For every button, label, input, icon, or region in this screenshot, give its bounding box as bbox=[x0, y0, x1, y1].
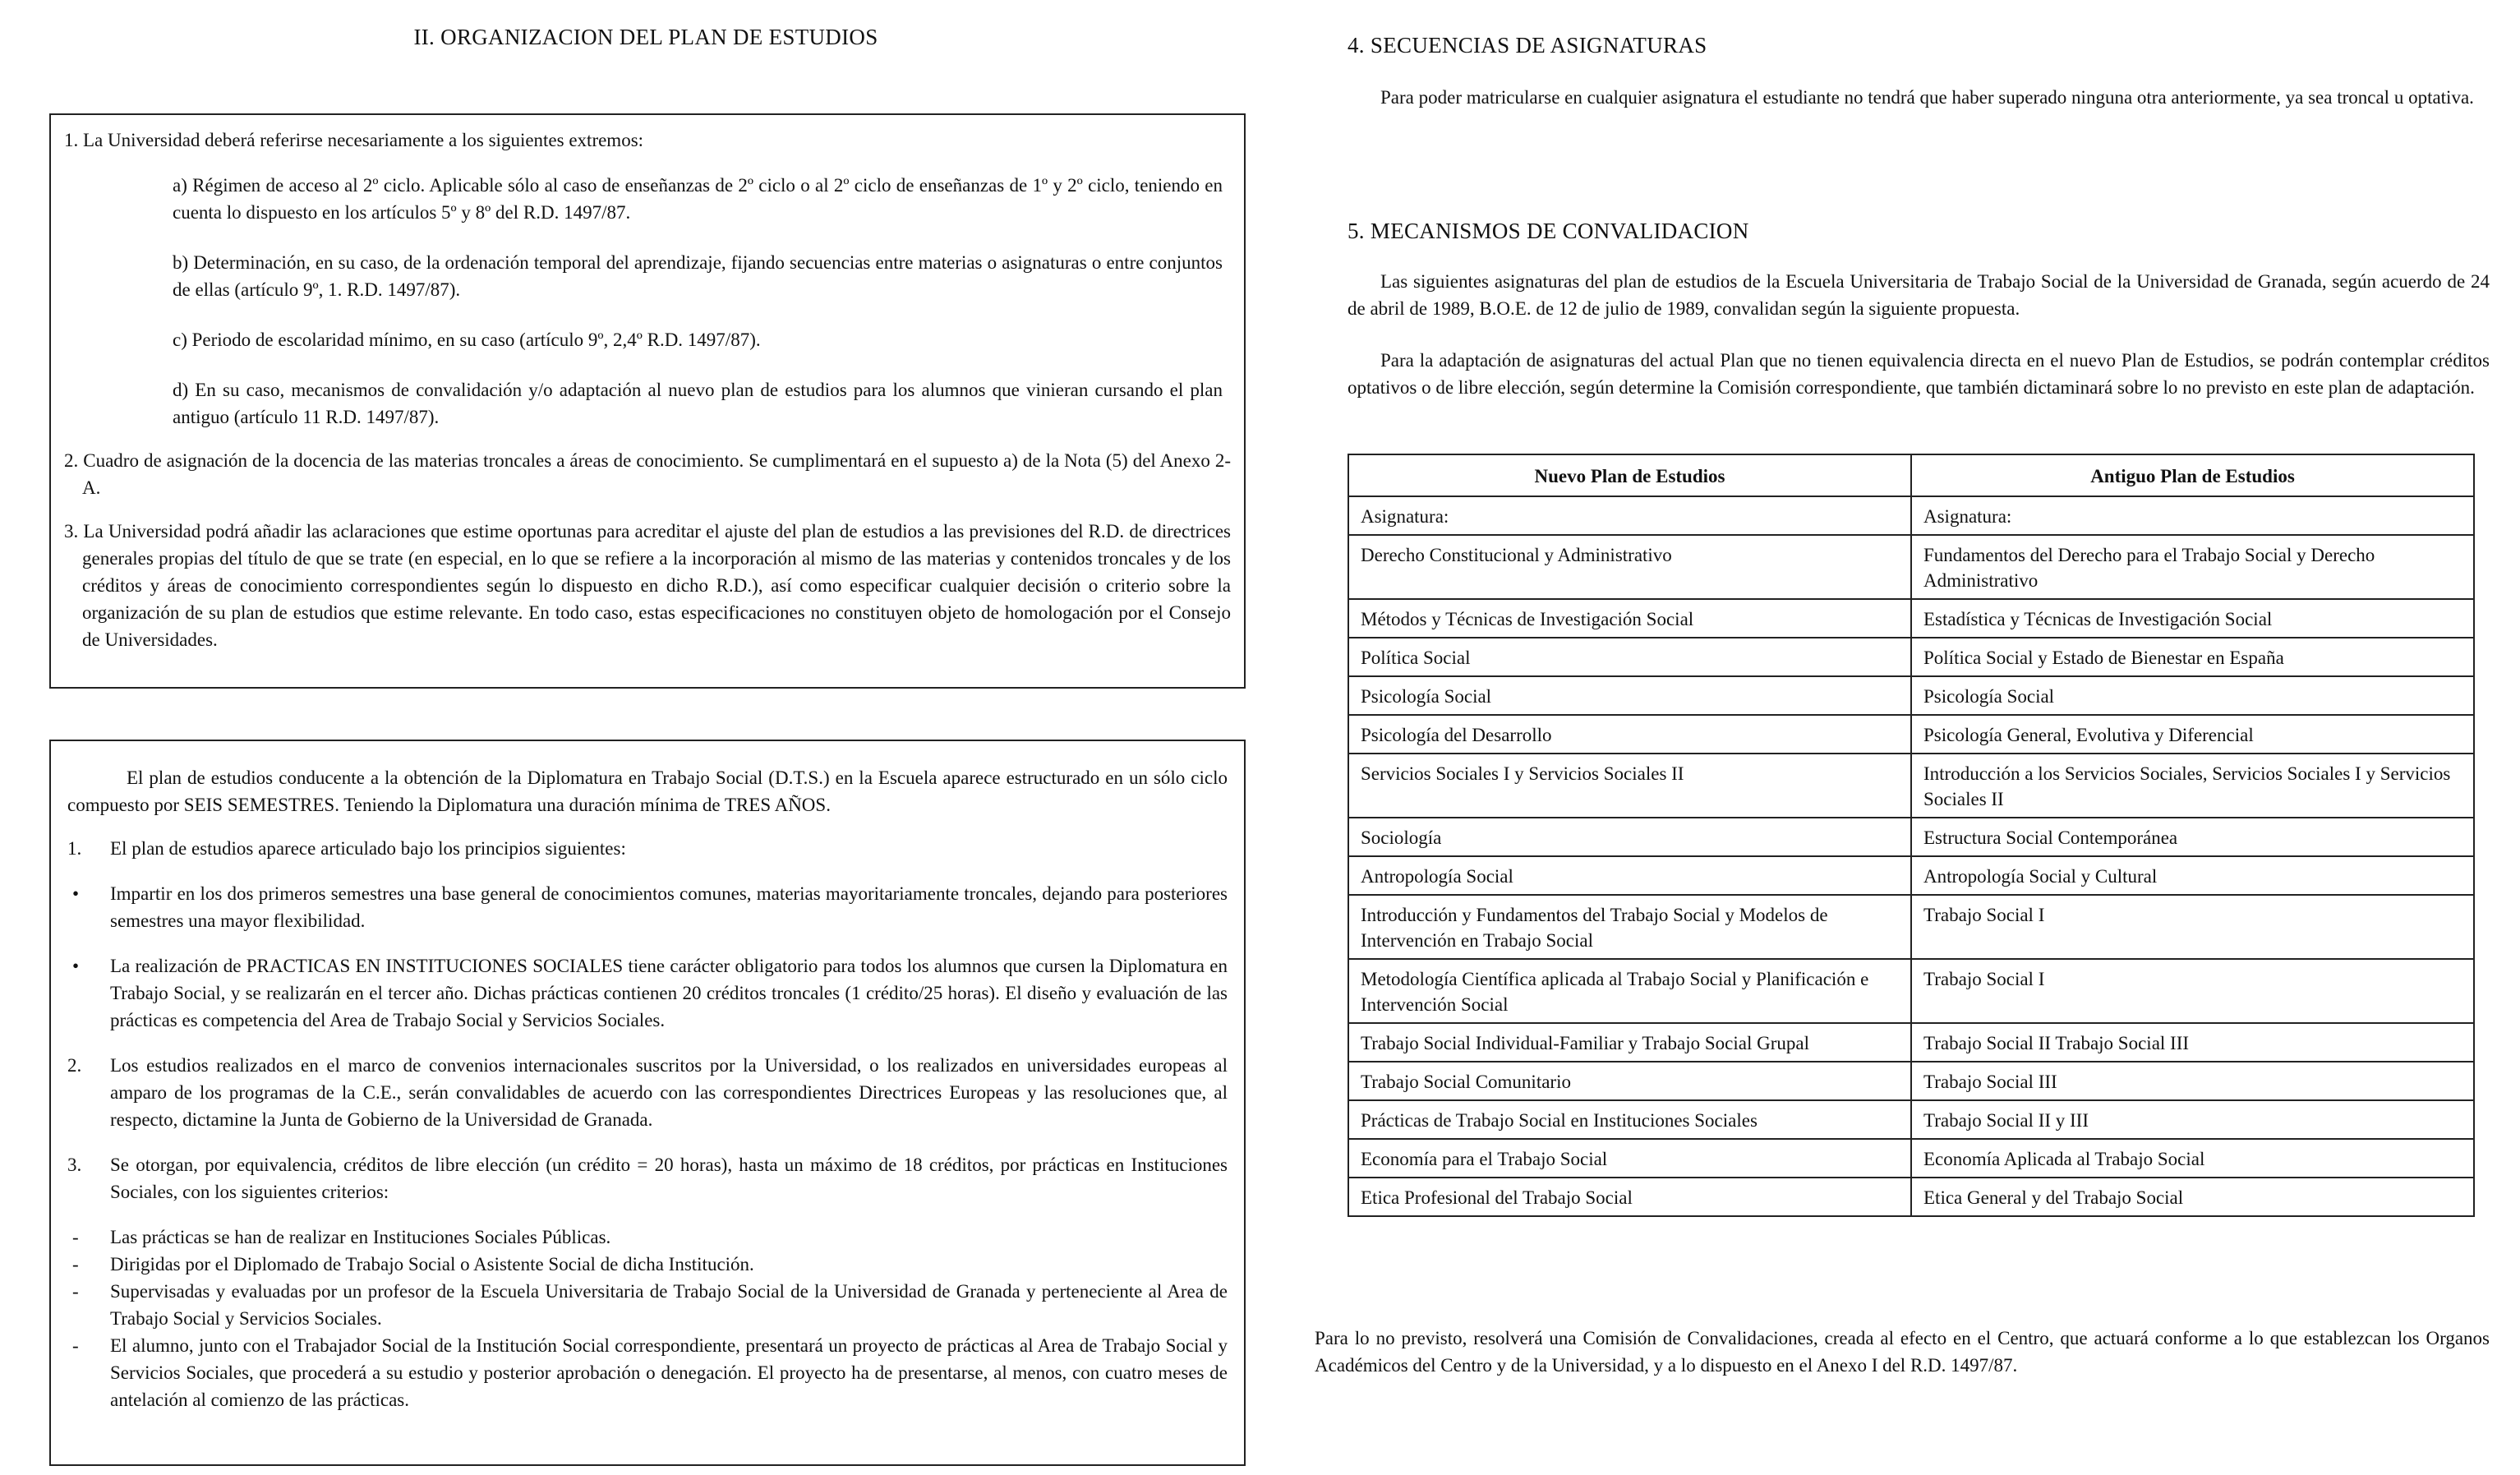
criteria-text: Las prácticas se han de realizar en Instituciones Sociales Públicas. bbox=[110, 1227, 611, 1247]
table-row bbox=[1348, 535, 2474, 599]
table-row bbox=[1348, 638, 2474, 676]
old-plan-cell: Trabajo Social II Trabajo Social III bbox=[1911, 1023, 2474, 1062]
table-row bbox=[1348, 496, 2474, 535]
instruction-item-1d: d) En su caso, mecanismos de convalidación y/o adaptación al nuevo plan de estudios para los alumnos que vinieran cursando el plan antiguo (artículo 11 R.D. 1497/87). bbox=[173, 380, 1223, 427]
table-header-row bbox=[1348, 454, 2474, 496]
old-plan-cell: Estadística y Técnicas de Investigación Social bbox=[1911, 599, 2474, 638]
new-plan-cell: Asignatura: bbox=[1348, 496, 1911, 535]
old-plan-cell: Fundamentos del Derecho para el Trabajo Social y Derecho Administrativo bbox=[1911, 535, 2474, 599]
table-row bbox=[1348, 715, 2474, 754]
criteria-item-1 bbox=[67, 1224, 1228, 1251]
instruction-item-1b: b) Determinación, en su caso, de la ordenación temporal del aprendizaje, fijando secuencias entre materias o asignaturas o entre conjuntos de ellas (artículo 9º, 1. R.D. 1497/87). bbox=[173, 252, 1223, 300]
criteria-item-3 bbox=[67, 1278, 1228, 1332]
criteria-text: El alumno, junto con el Trabajador Social de la Institución Social correspondiente, presentará un proyecto de prácticas al Area de Trabajo Social y Servicios Sociales, que procederá a su estudio y posterior aprobación o denegación. El proyecto ha de presentarse, al menos, con cuatro meses de antelación al comienzo de las prácticas. bbox=[110, 1335, 1228, 1410]
table-row bbox=[1348, 599, 2474, 638]
section-5-paragraph-2: Para la adaptación de asignaturas del actual Plan que no tienen equivalencia directa en el nuevo Plan de Estudios, se podrán contemplar créditos optativos o de libre elección, según determine la Comisión correspondiente, que también dictaminará sobre lo no previsto en este plan de adaptación. bbox=[1348, 350, 2490, 398]
plan-point-3 bbox=[67, 1151, 1228, 1205]
old-plan-cell: Psicología General, Evolutiva y Diferencial bbox=[1911, 715, 2474, 754]
table-row bbox=[1348, 676, 2474, 715]
old-plan-cell: Psicología Social bbox=[1911, 676, 2474, 715]
old-plan-cell: Trabajo Social I bbox=[1911, 895, 2474, 959]
point-number: 1. bbox=[67, 838, 82, 859]
old-plan-cell: Antropología Social y Cultural bbox=[1911, 856, 2474, 895]
table-row bbox=[1348, 856, 2474, 895]
dash-mark: - bbox=[72, 1254, 79, 1274]
instruction-item-1a: a) Régimen de acceso al 2º ciclo. Aplicable sólo al caso de enseñanzas de 2º ciclo o al 2º ciclo de enseñanzas de 1º y 2º ciclo, teniendo en cuenta lo dispuesto en los artículos 5º y 8º del R.D. 1497/87. bbox=[173, 175, 1223, 223]
table-body bbox=[1348, 496, 2474, 1216]
plan-bullet-2 bbox=[67, 952, 1228, 1034]
new-plan-cell: Antropología Social bbox=[1348, 856, 1911, 895]
old-plan-cell: Asignatura: bbox=[1911, 496, 2474, 535]
table-row bbox=[1348, 818, 2474, 856]
dash-mark: - bbox=[72, 1335, 79, 1356]
point-text: Se otorgan, por equivalencia, créditos de libre elección (un crédito = 20 horas), hasta un máximo de 18 créditos, por prácticas en Instituciones Sociales, con los siguientes criterios: bbox=[110, 1155, 1228, 1202]
table-row bbox=[1348, 1100, 2474, 1139]
table-row bbox=[1348, 1023, 2474, 1062]
new-plan-cell: Métodos y Técnicas de Investigación Social bbox=[1348, 599, 1911, 638]
table-row bbox=[1348, 1139, 2474, 1178]
closing-paragraph: Para lo no previsto, resolverá una Comisión de Convalidaciones, creada al efecto en el Centro, que actuará conforme a lo que establezcan los Organos Académicos del Centro y de la Universidad, y a lo dispuesto en el Anexo I del R.D. 1497/87. bbox=[1315, 1328, 2490, 1376]
old-plan-cell: Introducción a los Servicios Sociales, Servicios Sociales I y Servicios Sociales II bbox=[1911, 754, 2474, 818]
new-plan-cell: Psicología del Desarrollo bbox=[1348, 715, 1911, 754]
bullet-icon: • bbox=[72, 956, 80, 976]
criteria-item-2 bbox=[67, 1251, 1228, 1278]
new-plan-cell: Psicología Social bbox=[1348, 676, 1911, 715]
point-number: 2. bbox=[67, 1055, 82, 1076]
new-plan-cell: Trabajo Social Comunitario bbox=[1348, 1062, 1911, 1100]
new-plan-cell: Prácticas de Trabajo Social en Instituciones Sociales bbox=[1348, 1100, 1911, 1139]
new-plan-cell: Economía para el Trabajo Social bbox=[1348, 1139, 1911, 1178]
plan-intro: El plan de estudios conducente a la obtención de la Diplomatura en Trabajo Social (D.T.S.) en la Escuela aparece estructurado en un sólo ciclo compuesto por SEIS SEMESTRES. Teniendo la Diplomatura una duración mínima de TRES AÑOS. bbox=[67, 767, 1228, 815]
bullet-icon: • bbox=[72, 883, 80, 904]
section-5-title: 5. MECANISMOS DE CONVALIDACION bbox=[1348, 219, 1749, 243]
new-plan-cell: Trabajo Social Individual-Familiar y Trabajo Social Grupal bbox=[1348, 1023, 1911, 1062]
criteria-item-4 bbox=[67, 1332, 1228, 1413]
table-row bbox=[1348, 754, 2474, 818]
section-5-paragraph-1: Las siguientes asignaturas del plan de estudios de la Escuela Universitaria de Trabajo Social de la Universidad de Granada, según acuerdo de 24 de abril de 1989, B.O.E. de 12 de julio de 1989, convalidan según la siguiente propuesta. bbox=[1348, 271, 2490, 319]
old-plan-cell: Estructura Social Contemporánea bbox=[1911, 818, 2474, 856]
plan-point-1 bbox=[67, 835, 1228, 862]
old-plan-cell: Trabajo Social I bbox=[1911, 959, 2474, 1023]
dash-mark: - bbox=[72, 1227, 79, 1247]
plan-point-2 bbox=[67, 1052, 1228, 1133]
criteria-text: Dirigidas por el Diplomado de Trabajo Social o Asistente Social de dicha Institución. bbox=[110, 1254, 754, 1274]
section-4-text: Para poder matricularse en cualquier asignatura el estudiante no tendrá que haber superado ninguna otra anteriormente, ya sea troncal u optativa. bbox=[1380, 87, 2474, 108]
new-plan-cell: Política Social bbox=[1348, 638, 1911, 676]
bullet-text: La realización de PRACTICAS EN INSTITUCIONES SOCIALES tiene carácter obligatorio para todos los alumnos que cursen la Diplomatura en Trabajo Social, y se realizarán en el tercer año. Dichas prácticas contienen 20 créditos troncales (1 crédito/25 horas). El diseño y evaluación de las prácticas es competencia del Area de Trabajo Social y Servicios Sociales. bbox=[110, 956, 1228, 1030]
table-row bbox=[1348, 959, 2474, 1023]
old-plan-cell: Trabajo Social III bbox=[1911, 1062, 2474, 1100]
new-plan-cell: Derecho Constitucional y Administrativo bbox=[1348, 535, 1911, 599]
header-old-plan: Antiguo Plan de Estudios bbox=[1911, 454, 2474, 496]
convalidation-table bbox=[1348, 454, 2475, 1217]
point-text: Los estudios realizados en el marco de convenios internacionales suscritos por la Universidad, o los realizados en universidades europeas al amparo de los programas de la C.E., serán convalidables de acuerdo con las correspondientes Directrices Europeas y las resoluciones que, al respecto, dictamine la Junta de Gobierno de la Universidad de Granada. bbox=[110, 1055, 1228, 1130]
section-4-title: 4. SECUENCIAS DE ASIGNATURAS bbox=[1348, 33, 1707, 58]
old-plan-cell: Economía Aplicada al Trabajo Social bbox=[1911, 1139, 2474, 1178]
instructions-box bbox=[49, 113, 1246, 689]
old-plan-cell: Etica General y del Trabajo Social bbox=[1911, 1178, 2474, 1216]
instruction-item-1: 1. La Universidad deberá referirse necesariamente a los siguientes extremos: bbox=[64, 130, 644, 150]
instruction-item-1c: c) Periodo de escolaridad mínimo, en su caso (artículo 9º, 2,4º R.D. 1497/87). bbox=[173, 330, 761, 350]
page-title: II. ORGANIZACION DEL PLAN DE ESTUDIOS bbox=[413, 25, 878, 49]
old-plan-cell: Trabajo Social II y III bbox=[1911, 1100, 2474, 1139]
new-plan-cell: Servicios Sociales I y Servicios Sociales II bbox=[1348, 754, 1911, 818]
instruction-item-2: 2. Cuadro de asignación de la docencia de las materias troncales a áreas de conocimiento. Se cumplimentará en el supuesto a) de la Nota (5) del Anexo 2-A. bbox=[64, 450, 1231, 498]
plan-bullet-1 bbox=[67, 880, 1228, 934]
point-number: 3. bbox=[67, 1155, 82, 1175]
table-row bbox=[1348, 895, 2474, 959]
header-new-plan: Nuevo Plan de Estudios bbox=[1348, 454, 1911, 496]
new-plan-cell: Introducción y Fundamentos del Trabajo Social y Modelos de Intervención en Trabajo Social bbox=[1348, 895, 1911, 959]
new-plan-cell: Metodología Científica aplicada al Trabajo Social y Planificación e Intervención Social bbox=[1348, 959, 1911, 1023]
bullet-text: Impartir en los dos primeros semestres una base general de conocimientos comunes, materias mayoritariamente troncales, dejando para posteriores semestres una mayor flexibilidad. bbox=[110, 883, 1228, 931]
instruction-item-3: 3. La Universidad podrá añadir las aclaraciones que estime oportunas para acreditar el ajuste del plan de estudios a las previsiones del R.D. de directrices generales propias del título de que se trate (en especial, en lo que se refiere a la incorporación al mismo de las materias y contenidos troncales y de los créditos y áreas de conocimiento correspondientes según lo dispuesto en dicho R.D.), así como especificar cualquier decisión o criterio sobre la organización de su plan de estudios que estime relevante. En todo caso, estas especificaciones no constituyen objeto de homologación por el Consejo de Universidades. bbox=[64, 521, 1231, 650]
table-row bbox=[1348, 1178, 2474, 1216]
new-plan-cell: Etica Profesional del Trabajo Social bbox=[1348, 1178, 1911, 1216]
table-row bbox=[1348, 1062, 2474, 1100]
plan-description-box bbox=[49, 740, 1246, 1466]
old-plan-cell: Política Social y Estado de Bienestar en España bbox=[1911, 638, 2474, 676]
criteria-text: Supervisadas y evaluadas por un profesor de la Escuela Universitaria de Trabajo Social de la Universidad de Granada y perteneciente al Area de Trabajo Social y Servicios Sociales. bbox=[110, 1281, 1228, 1329]
point-text: El plan de estudios aparece articulado bajo los principios siguientes: bbox=[110, 838, 626, 859]
new-plan-cell: Sociología bbox=[1348, 818, 1911, 856]
dash-mark: - bbox=[72, 1281, 79, 1302]
